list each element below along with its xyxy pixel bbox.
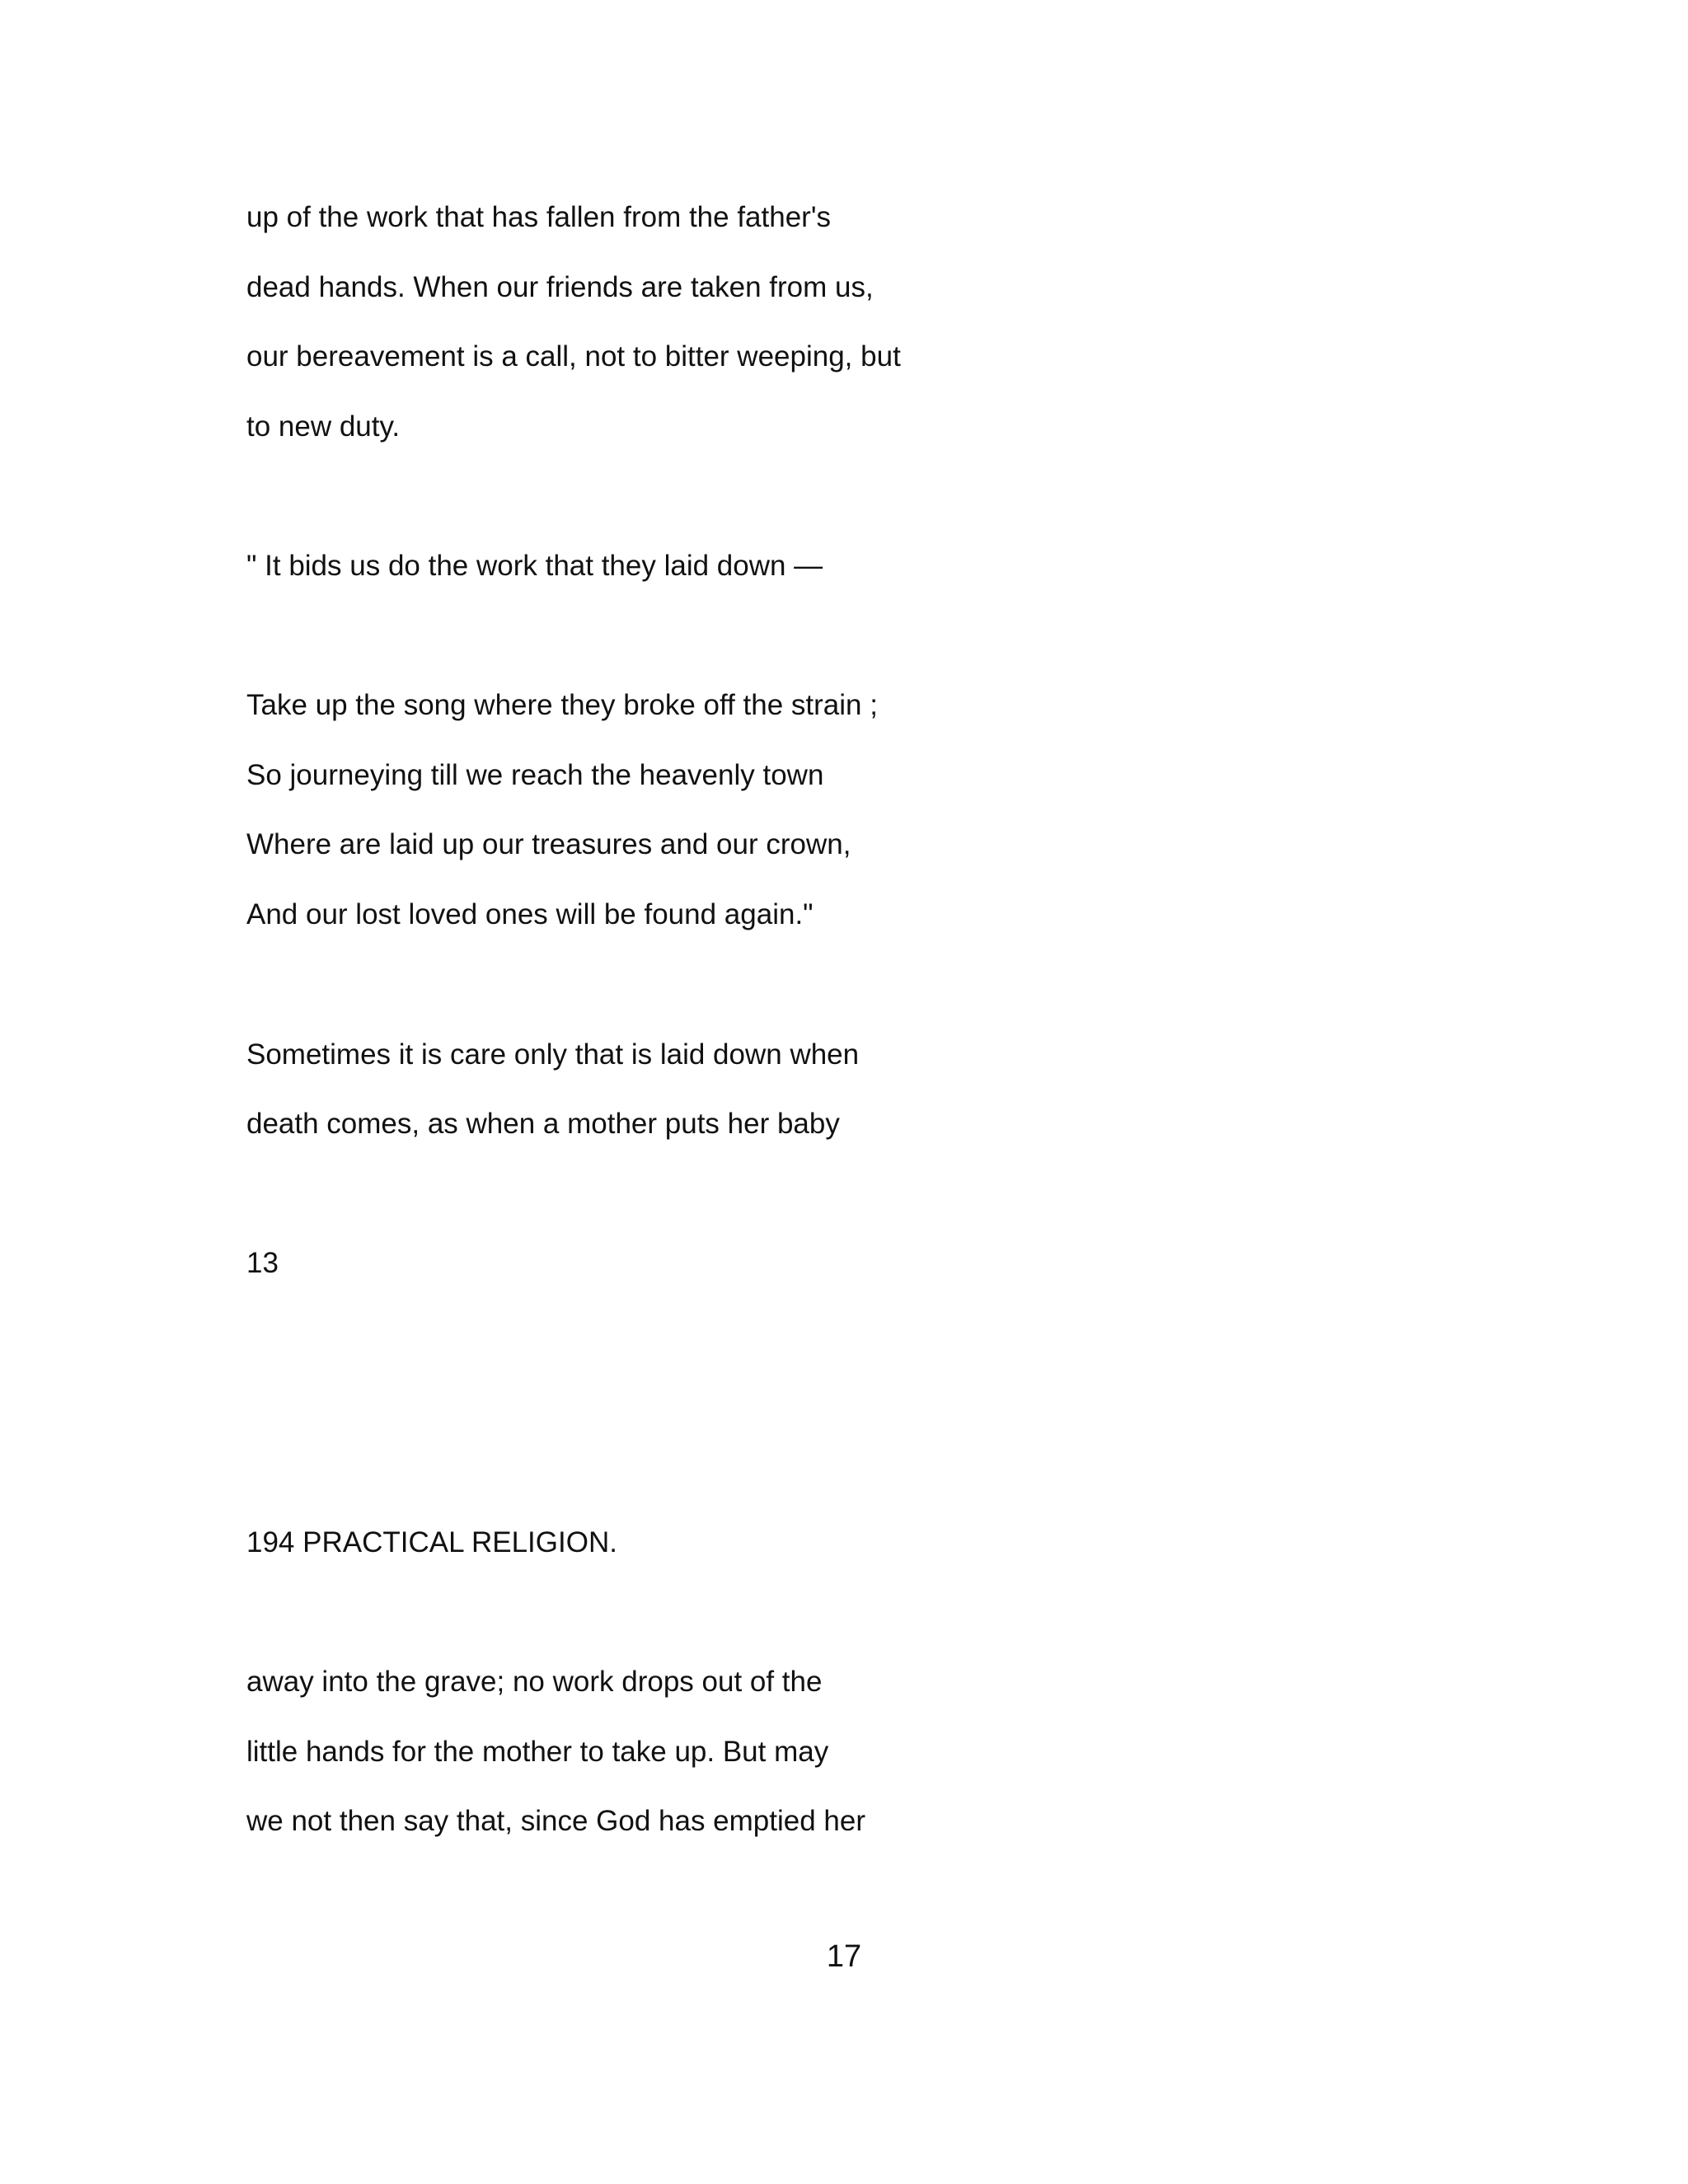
inline-page-marker: 13 — [246, 1247, 279, 1279]
verse-line: So journeying till we reach the heavenly town — [246, 759, 824, 791]
text-line: away into the grave; no work drops out of the — [246, 1666, 823, 1698]
text-line: up of the work that has fallen from the father's — [246, 201, 832, 233]
text-line: to new duty. — [246, 410, 401, 443]
verse-line: And our lost loved ones will be found again." — [246, 898, 814, 930]
quote-line: " It bids us do the work that they laid down — — [246, 550, 823, 582]
running-header: 194 PRACTICAL RELIGION. — [246, 1526, 617, 1558]
text-line: our bereavement is a call, not to bitter weeping, but — [246, 340, 901, 373]
text-line: death comes, as when a mother puts her baby — [246, 1108, 840, 1140]
page-number: 17 — [826, 1939, 862, 1974]
text-line: little hands for the mother to take up. But may — [246, 1736, 829, 1768]
text-line: we not then say that, since God has emptied her — [246, 1805, 865, 1837]
text-line: dead hands. When our friends are taken from us, — [246, 271, 874, 303]
verse-line: Where are laid up our treasures and our crown, — [246, 828, 851, 860]
verse-line: Take up the song where they broke off the strain ; — [246, 689, 878, 721]
text-line: Sometimes it is care only that is laid down when — [246, 1038, 860, 1071]
